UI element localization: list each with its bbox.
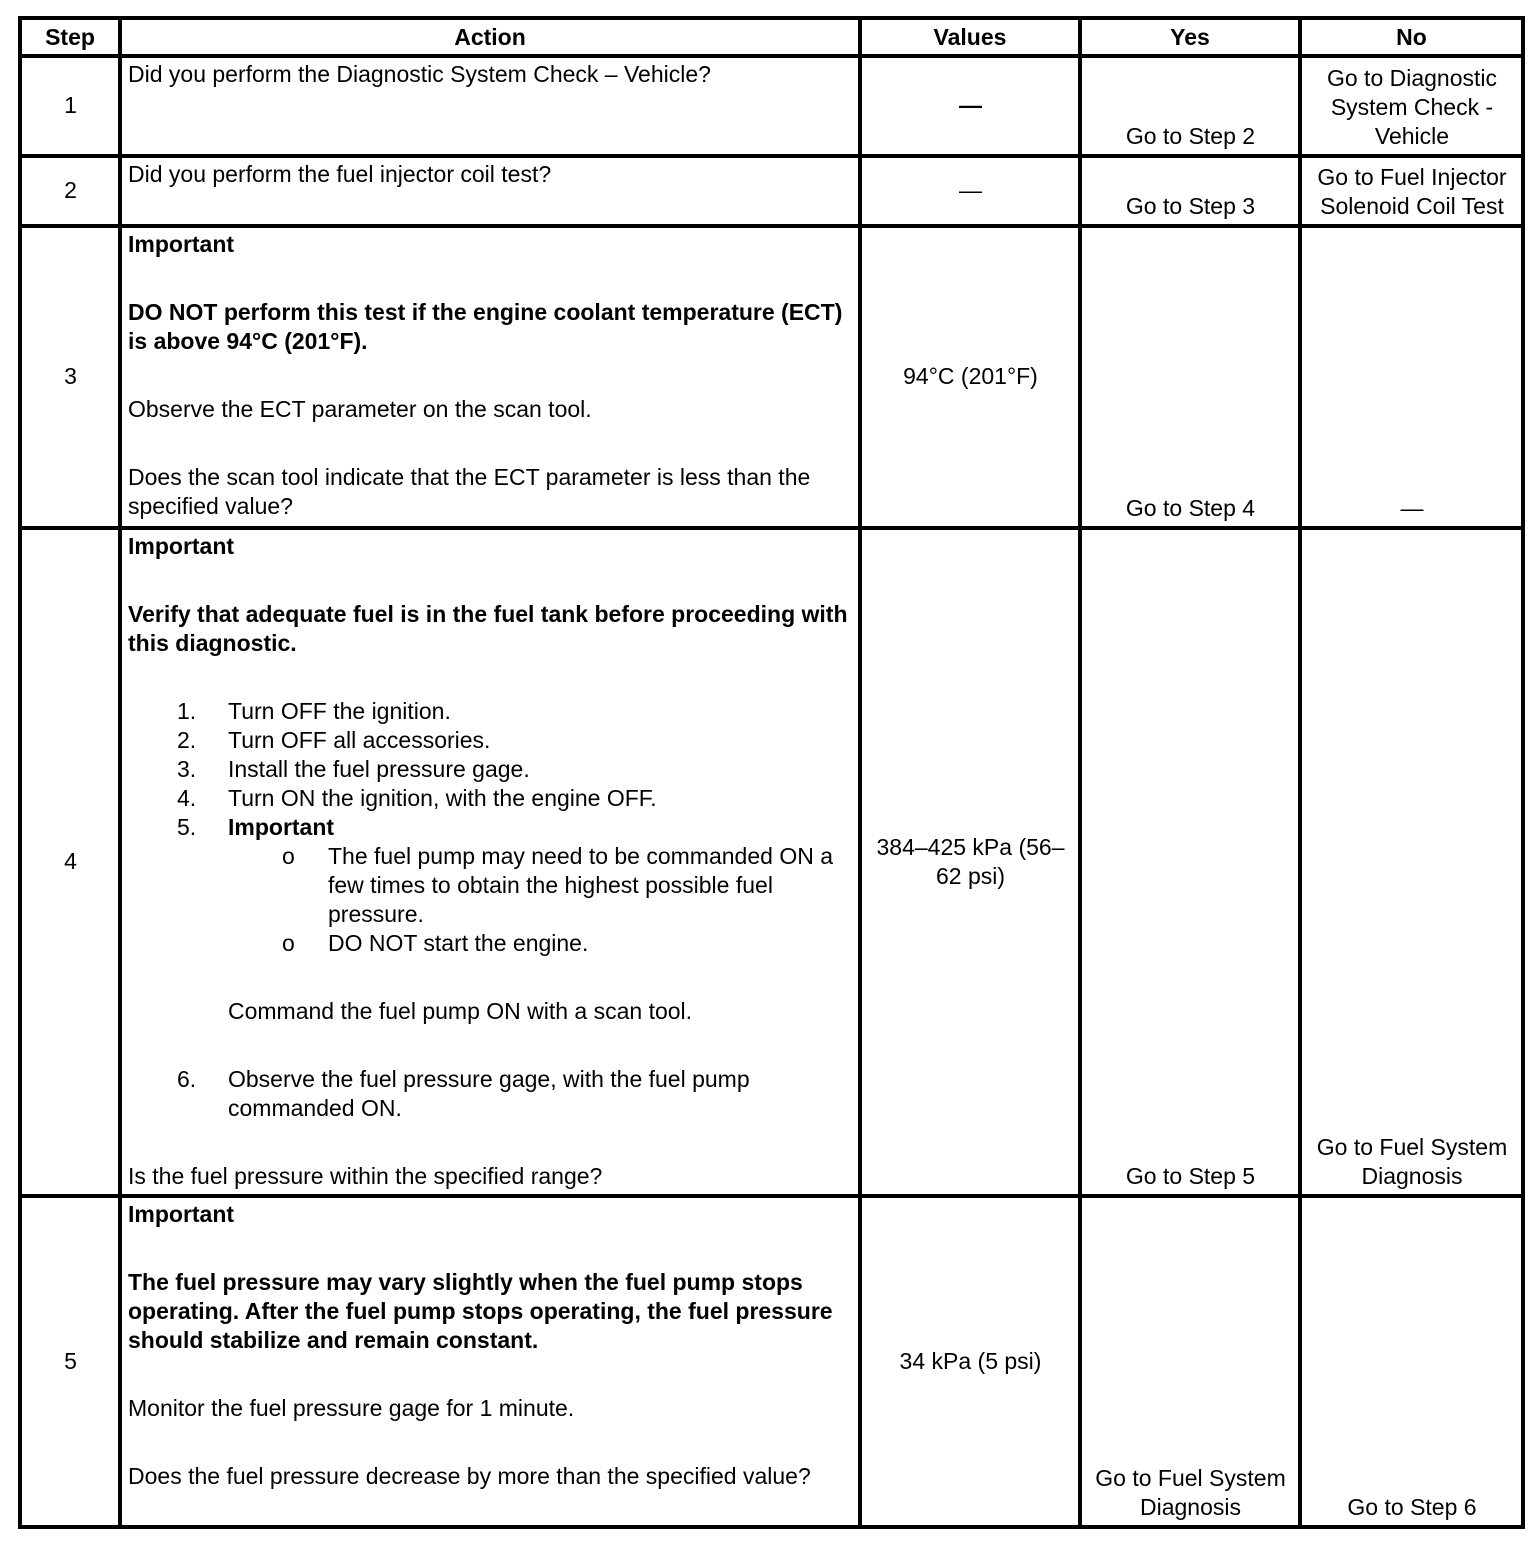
table-row	[20, 528, 1523, 1196]
important-text: Verify that adequate fuel is in the fuel tank before proceeding with this diagnostic.	[128, 601, 848, 656]
yes-cell: Go to Step 5	[1080, 528, 1300, 1196]
yes-cell: Go to Step 2	[1080, 56, 1300, 156]
no-cell: Go to Fuel Injector Solenoid Coil Test	[1300, 156, 1523, 226]
no-cell: Go to Step 6	[1300, 1196, 1523, 1527]
substep-text: Install the fuel pressure gage.	[228, 756, 530, 782]
header-row	[20, 18, 1523, 56]
bullet-marker: o	[282, 930, 295, 956]
list-item	[228, 929, 853, 958]
instruction-text: Observe the ECT parameter on the scan tool.	[128, 396, 592, 422]
no-cell: Go to Diagnostic System Check - Vehicle	[1300, 56, 1523, 156]
list-item	[128, 697, 853, 726]
bullet-marker: o	[282, 843, 295, 869]
value-cell: —	[860, 156, 1080, 226]
list-item	[128, 755, 853, 784]
important-label: Important	[128, 231, 235, 257]
substep-text: Turn ON the ignition, with the engine OFF.	[228, 785, 657, 811]
step-number: 5	[20, 1196, 120, 1527]
substep-important-label: Important	[228, 814, 335, 840]
question-text: Does the scan tool indicate that the ECT parameter is less than the specified value?	[128, 464, 811, 519]
list-item	[228, 842, 853, 929]
command-text: Command the fuel pump ON with a scan tool.	[228, 998, 693, 1024]
step-number: 4	[20, 528, 120, 1196]
question-text: Does the fuel pressure decrease by more than the specified value?	[128, 1463, 811, 1489]
substep-text: Turn OFF all accessories.	[228, 727, 491, 753]
diagnostic-table	[18, 16, 1525, 1529]
important-label: Important	[128, 1201, 235, 1227]
no-cell: —	[1300, 226, 1523, 528]
question-text: Is the fuel pressure within the specified range?	[128, 1163, 603, 1189]
header-yes: Yes	[1080, 18, 1300, 56]
step-number: 2	[20, 156, 120, 226]
substep-number: 6.	[177, 1066, 197, 1092]
bullet-text: The fuel pump may need to be commanded ON a few times to obtain the highest possible fuel pressure.	[328, 843, 834, 927]
important-text: The fuel pressure may vary slightly when the fuel pump stops operating. After the fuel pump stops operating, the fuel pressure should stabilize and remain constant.	[128, 1269, 833, 1353]
yes-cell: Go to Fuel System Diagnosis	[1080, 1196, 1300, 1527]
list-item	[128, 784, 853, 813]
table-row	[20, 226, 1523, 528]
header-step: Step	[20, 18, 120, 56]
bullet-list	[228, 842, 853, 958]
yes-cell: Go to Step 3	[1080, 156, 1300, 226]
value-cell: —	[860, 56, 1080, 156]
important-label: Important	[128, 533, 235, 559]
list-item	[128, 813, 853, 958]
substep-number: 1.	[177, 698, 197, 724]
action-cell	[120, 1196, 860, 1527]
substep-text: Turn OFF the ignition.	[228, 698, 451, 724]
action-cell	[120, 528, 860, 1196]
substep-list	[128, 697, 853, 958]
substep-number: 3.	[177, 756, 197, 782]
header-no: No	[1300, 18, 1523, 56]
table-row	[20, 156, 1523, 226]
action-cell	[120, 226, 860, 528]
substep-number: 4.	[177, 785, 197, 811]
table-row	[20, 56, 1523, 156]
list-item	[128, 1065, 853, 1123]
action-text: Did you perform the Diagnostic System Check – Vehicle?	[120, 56, 860, 156]
substep-text: Observe the fuel pressure gage, with the fuel pump commanded ON.	[228, 1066, 750, 1121]
step-number: 3	[20, 226, 120, 528]
yes-cell: Go to Step 4	[1080, 226, 1300, 528]
value-cell: 384–425 kPa (56–62 psi)	[860, 528, 1080, 1196]
substep-number: 2.	[177, 727, 197, 753]
value-cell: 34 kPa (5 psi)	[860, 1196, 1080, 1527]
action-text: Did you perform the fuel injector coil test?	[120, 156, 860, 226]
bullet-text: DO NOT start the engine.	[328, 930, 589, 956]
header-values: Values	[860, 18, 1080, 56]
no-cell: Go to Fuel System Diagnosis	[1300, 528, 1523, 1196]
step-number: 1	[20, 56, 120, 156]
substep-number: 5.	[177, 814, 197, 840]
instruction-text: Monitor the fuel pressure gage for 1 minute.	[128, 1395, 575, 1421]
important-text: DO NOT perform this test if the engine coolant temperature (ECT) is above 94°C (201°F).	[128, 299, 843, 354]
header-action: Action	[120, 18, 860, 56]
value-cell: 94°C (201°F)	[860, 226, 1080, 528]
table-row	[20, 1196, 1523, 1527]
substep-list	[128, 1065, 853, 1123]
list-item	[128, 726, 853, 755]
